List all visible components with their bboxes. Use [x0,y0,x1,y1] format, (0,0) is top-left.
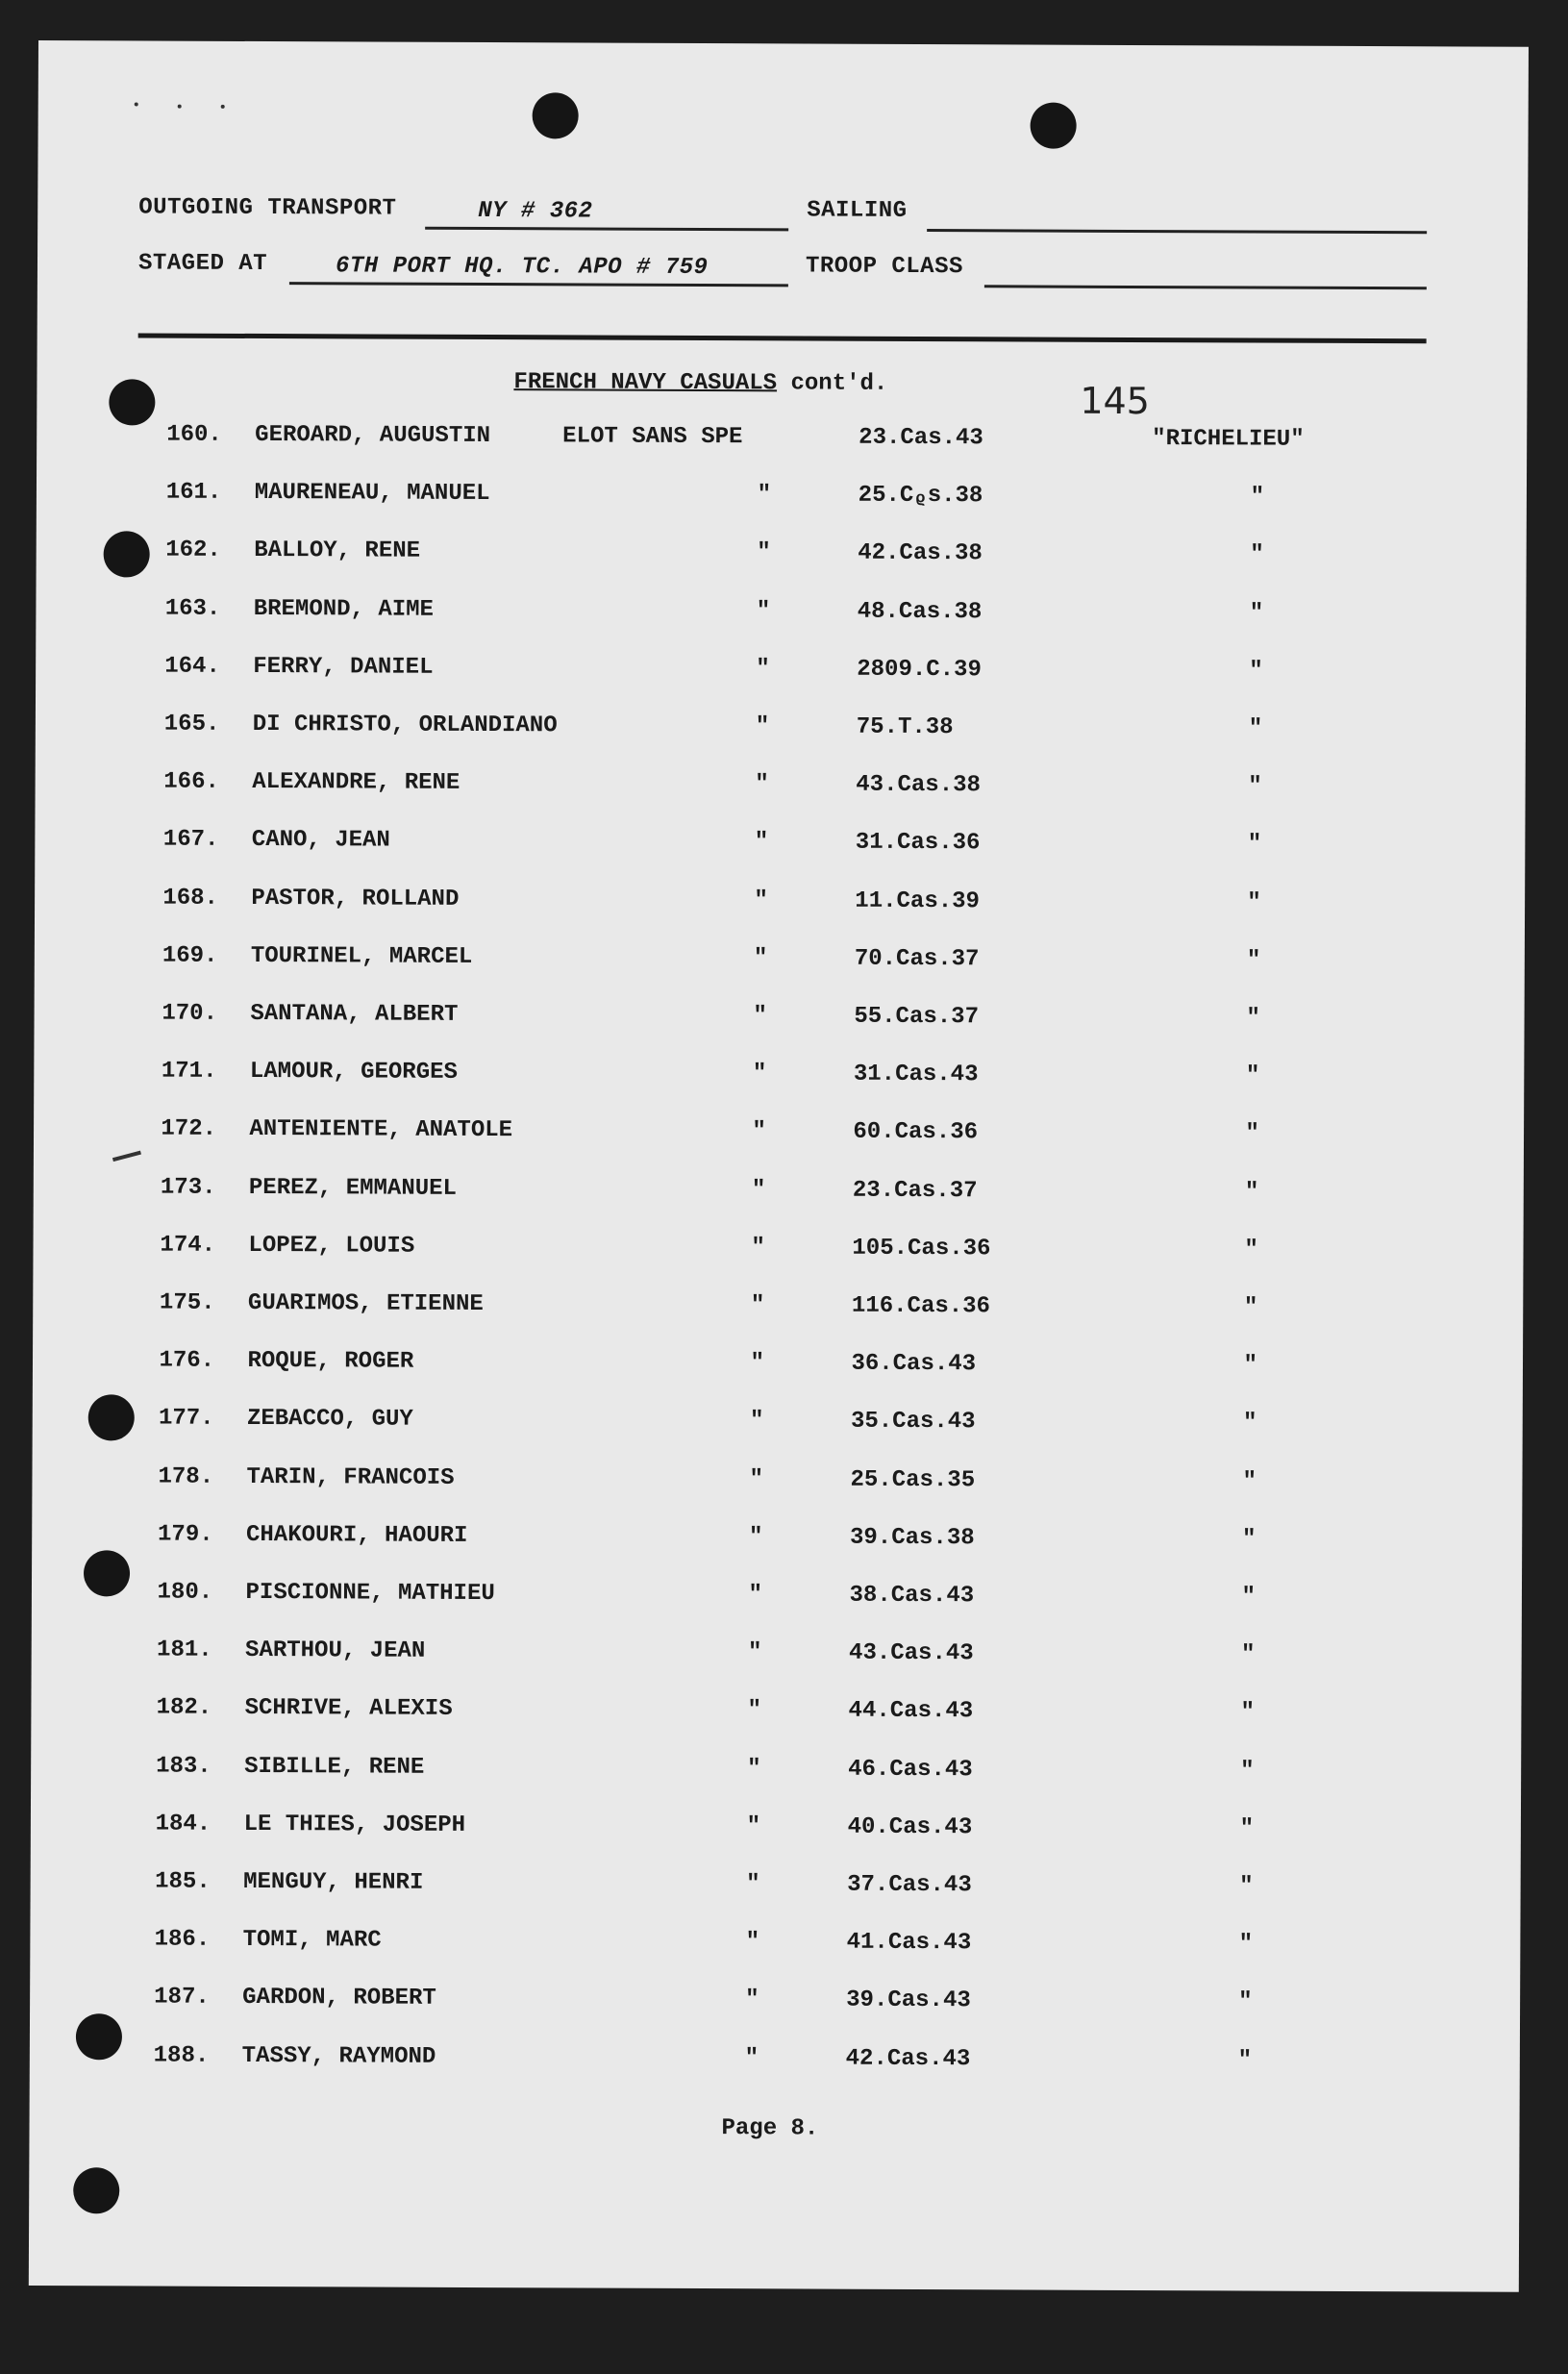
entry-ship: " [1245,1062,1260,1089]
entry-ship: " [1248,715,1263,742]
entry-ship: " [1248,773,1262,800]
list-item [155,1869,1308,1909]
entry-number: 172. [161,1115,217,1143]
entry-ship: " [1241,1526,1257,1553]
entry-registration: 75.T.38 [856,713,954,741]
entry-registration: 25.Cᵨs.38 [858,482,983,510]
entry-unit: " [756,597,771,624]
header-row-transport [138,194,1427,235]
entry-name: ANTENIENTE, ANATOLE [249,1116,513,1144]
entry-unit: " [745,1987,759,2013]
entry-registration: 39.Cas.38 [849,1524,975,1552]
entry-registration: 70.Cas.37 [854,945,980,973]
entry-unit: " [746,1871,760,1898]
section-title-main: FRENCH NAVY CASUALS [513,369,778,397]
list-item [159,1348,1312,1387]
list-item [157,1580,1310,1619]
list-item [161,1174,1314,1213]
troop-class-label: TROOP CLASS [805,253,963,281]
list-item [164,653,1318,692]
list-item [158,1463,1311,1503]
list-item [165,537,1319,577]
document-page [29,40,1529,2292]
entry-name: GEROARD, AUGUSTIN [255,421,491,450]
entry-unit: " [749,1465,763,1492]
handwritten-page-number: 145 [1080,379,1151,423]
list-item [162,885,1316,924]
entry-number: 169. [162,942,218,969]
entry-number: 160. [166,421,222,448]
entry-name: MAURENEAU, MANUEL [254,480,490,508]
entry-name: PISCIONNE, MATHIEU [245,1579,495,1608]
entry-registration: 46.Cas.43 [848,1756,973,1783]
entry-registration: 42.Cas.38 [858,540,983,567]
entry-registration: 31.Cas.36 [855,830,981,857]
entry-unit: " [755,771,769,798]
entry-name: GUARIMOS, ETIENNE [247,1289,484,1318]
entry-unit: " [755,713,770,740]
list-item [156,1695,1309,1735]
entry-ship: " [1247,889,1261,916]
entry-ship: " [1239,1873,1254,1900]
entry-ship: " [1239,1815,1255,1842]
entry-number: 186. [154,1926,211,1953]
entry-unit: " [747,1697,762,1724]
entry-ship: " [1249,658,1263,685]
entry-number: 180. [157,1579,213,1606]
sailing-label: SAILING [807,197,908,224]
entry-number: 165. [163,711,220,737]
entry-name: CHAKOURI, HAOURI [245,1521,468,1549]
entry-name: BALLOY, RENE [254,537,421,565]
entry-registration: 2809.C.39 [857,656,982,684]
list-item [159,1406,1312,1445]
entry-ship: " [1241,1641,1256,1668]
list-item [166,480,1320,519]
pen-mark [112,1151,141,1162]
outgoing-transport-label: OUTGOING TRANSPORT [138,194,397,222]
entry-registration: 40.Cas.43 [847,1813,973,1841]
entry-number: 177. [158,1405,214,1433]
entry-number: 173. [160,1174,216,1201]
list-item [162,1001,1315,1040]
entry-unit: " [756,656,770,683]
speck [178,105,182,109]
entry-ship: " [1245,1120,1259,1147]
list-item [158,1521,1311,1561]
speck [135,102,138,106]
entry-unit: " [757,482,772,509]
entry-name: BREMOND, AIME [253,595,435,623]
punch-hole-top-left [533,92,579,138]
list-item [164,712,1318,751]
entry-number: 185. [155,1868,211,1895]
entry-number: 187. [154,1984,210,2012]
punch-hole-left-6 [73,2167,119,2213]
punch-hole-left-5 [76,2013,122,2060]
entry-name: MENGUY, HENRI [243,1868,424,1896]
entry-ship: " [1246,947,1261,974]
entry-unit: " [754,887,768,913]
entry-registration: 48.Cas.38 [857,598,983,625]
list-item [156,1753,1309,1792]
entry-number: 167. [162,826,219,854]
entry-name: SARTHOU, JEAN [245,1637,426,1664]
entry-ship: " [1244,1237,1258,1263]
entry-number: 164. [164,653,220,680]
header-row-staged [138,250,1427,290]
entry-number: 161. [165,479,222,507]
entry-registration: 105.Cas.36 [852,1235,991,1262]
entry-unit: ELOT SANS SPE [562,423,743,451]
entry-unit: " [753,945,768,972]
entry-name: ZEBACCO, GUY [246,1406,413,1434]
entry-unit: " [748,1639,762,1666]
entry-ship: " [1247,831,1262,858]
entry-ship: " [1237,2047,1253,2074]
entry-unit: " [747,1755,761,1782]
entry-name: PEREZ, EMMANUEL [248,1174,458,1202]
section-title [513,369,887,397]
entry-ship: " [1246,1005,1260,1032]
entry-registration: 11.Cas.39 [855,887,981,914]
entry-number: 170. [162,1000,218,1027]
entry-registration: 35.Cas.43 [850,1409,976,1436]
entry-unit: " [746,1813,761,1840]
entry-ship: " [1240,1699,1256,1726]
speck [221,105,225,109]
entry-name: FERRY, DANIEL [253,653,434,681]
entry-registration: 39.Cas.43 [846,1987,971,2014]
entry-name: GARDON, ROBERT [242,1985,436,2012]
entry-number: 181. [157,1637,212,1663]
punch-hole-top-right [1031,103,1077,149]
entry-number: 175. [159,1289,215,1316]
entry-number: 163. [164,595,221,622]
entry-number: 168. [162,885,219,912]
outgoing-transport-field [425,198,788,232]
entry-registration: 60.Cas.36 [853,1119,979,1146]
entry-registration: 43.Cas.43 [849,1639,974,1667]
outgoing-transport-value: NY # 362 [478,197,593,225]
entry-number: 166. [163,768,219,796]
list-item [166,422,1320,462]
entry-unit: " [750,1292,765,1319]
entry-name: TOURINEL, MARCEL [250,942,473,970]
punch-hole-left-2 [104,531,150,577]
entry-number: 162. [165,537,221,564]
punch-hole-left-4 [84,1550,130,1596]
entry-unit: " [754,829,769,856]
entry-number: 183. [156,1753,212,1780]
list-item [160,1290,1313,1330]
entry-registration: 23.Cas.43 [859,424,983,452]
list-item [162,942,1316,982]
entry-name: DI CHRISTO, ORLANDIANO [252,711,558,739]
entry-ship: " [1249,600,1264,627]
entry-number: 179. [157,1521,213,1548]
entry-unit: " [744,2044,759,2071]
entry-unit: " [757,539,771,566]
entry-registration: 55.Cas.37 [854,1003,980,1031]
entry-registration: 31.Cas.43 [853,1061,979,1088]
list-item [163,769,1317,809]
entry-number: 176. [159,1347,215,1374]
entry-ship: " [1238,1988,1253,2015]
entry-number: 174. [160,1232,216,1259]
list-item [154,2042,1307,2082]
list-item [155,1927,1308,1966]
header-divider [138,333,1427,343]
sailing-field [927,200,1427,234]
page-number: Page 8. [721,2115,819,2142]
entry-unit: " [748,1582,763,1609]
entry-number: 188. [153,2042,210,2069]
staged-at-field [289,253,788,287]
staged-at-label: STAGED AT [137,250,268,278]
entry-ship: " [1240,1758,1255,1785]
entry-name: LE THIES, JOSEPH [243,1811,466,1838]
entry-number: 184. [155,1811,212,1837]
list-item [157,1637,1310,1677]
staged-at-value: 6TH PORT HQ. TC. APO # 759 [335,253,709,282]
entry-number: 182. [156,1694,212,1722]
entry-unit: " [751,1235,765,1262]
list-item [156,1811,1309,1850]
entry-ship: " [1243,1352,1257,1379]
entry-ship: " [1244,1179,1259,1206]
entry-ship: " [1250,484,1265,511]
entry-registration: 116.Cas.36 [851,1292,991,1320]
entry-registration: 38.Cas.43 [849,1582,975,1610]
entry-unit: " [750,1350,764,1377]
entry-registration: 44.Cas.43 [848,1698,974,1725]
entry-name: TARIN, FRANCOIS [246,1463,455,1491]
entry-ship: " [1250,541,1264,568]
section-title-suffix: cont'd. [777,370,888,397]
entry-number: 178. [158,1463,214,1490]
entry-number: 171. [161,1058,217,1086]
entry-registration: 23.Cas.37 [852,1177,978,1204]
entry-name: SIBILLE, RENE [244,1753,425,1781]
entry-unit: " [753,1003,767,1030]
list-item [161,1116,1314,1156]
punch-hole-left-1 [109,379,155,425]
entry-unit: " [745,1929,760,1956]
entry-name: ROQUE, ROGER [247,1348,414,1375]
entry-registration: 25.Cas.35 [850,1466,976,1493]
list-item [165,595,1319,635]
entry-ship: "RICHELIEU" [1152,426,1305,453]
list-item [160,1232,1313,1271]
entry-registration: 42.Cas.43 [845,2045,971,2072]
entry-registration: 37.Cas.43 [847,1871,972,1899]
entry-name: PASTOR, ROLLAND [251,885,460,912]
entry-ship: " [1241,1584,1257,1611]
entry-name: TASSY, RAYMOND [241,2042,436,2070]
entry-unit: " [752,1061,767,1087]
entry-ship: " [1242,1468,1257,1495]
entry-unit: " [752,1118,766,1145]
entry-registration: 41.Cas.43 [846,1929,972,1957]
list-item [154,1985,1307,2024]
list-item [163,827,1317,866]
entry-unit: " [751,1176,766,1203]
entry-name: ALEXANDRE, RENE [252,769,460,797]
punch-hole-left-3 [88,1394,135,1440]
entry-name: SANTANA, ALBERT [250,1000,459,1028]
entry-name: TOMI, MARC [242,1927,382,1954]
entry-registration: 36.Cas.43 [851,1350,977,1378]
list-item [162,1059,1315,1098]
entry-ship: " [1238,1931,1254,1958]
entry-ship: " [1243,1294,1258,1321]
troop-class-field [984,256,1427,289]
entry-name: CANO, JEAN [251,827,390,854]
entry-name: LAMOUR, GEORGES [249,1059,459,1087]
entry-ship: " [1242,1410,1257,1437]
entry-unit: " [748,1524,763,1551]
entry-registration: 43.Cas.38 [856,771,981,799]
entry-unit: " [749,1408,764,1435]
entry-name: LOPEZ, LOUIS [248,1232,415,1260]
entry-name: SCHRIVE, ALEXIS [244,1695,453,1723]
